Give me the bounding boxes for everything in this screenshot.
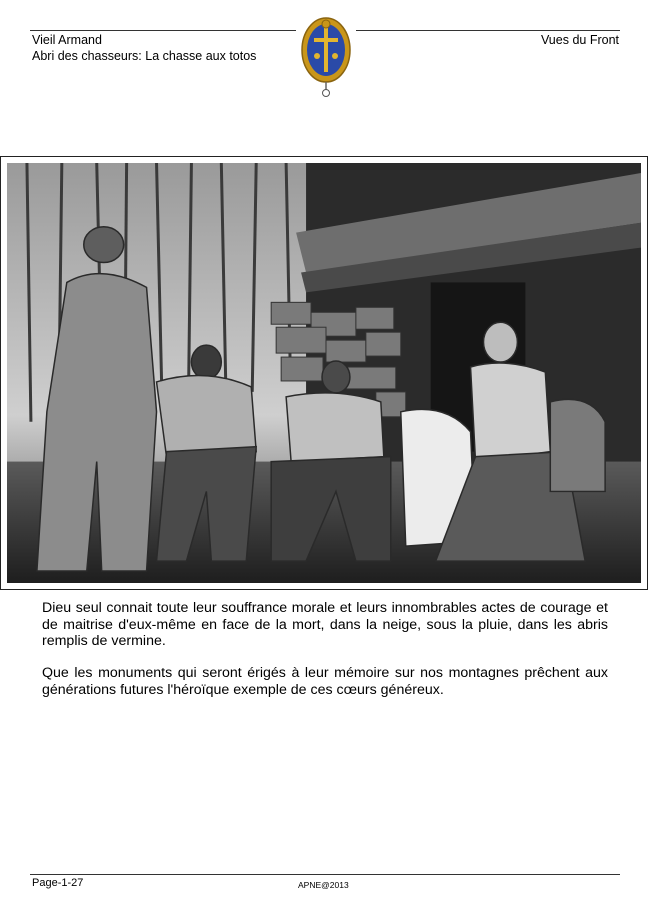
- footer-credit: APNE@2013: [298, 880, 349, 890]
- body-paragraph-2: Que les monuments qui seront érigés à leur mémoire sur nos montagnes prêchent aux générations futures l'héroïque exemple de ces cœurs généreux.: [42, 665, 608, 698]
- footer-rule: [30, 874, 620, 875]
- header-place: Vieil Armand: [32, 33, 102, 47]
- body-paragraph-1: Dieu seul connait toute leur souffrance morale et leurs innombrables actes de courage et de maitrise d'eux-même en face de la mort, dans la neige, sous la pluie, dans les abris remplis de vermine.: [42, 600, 608, 649]
- photograph-soldiers-at-dugout: [7, 163, 641, 583]
- header-subtitle: Abri des chasseurs: La chasse aux totos: [32, 49, 257, 63]
- header-series: Vues du Front: [540, 33, 619, 47]
- header-rule-right: [356, 30, 620, 31]
- heraldic-crest-icon: [300, 16, 352, 98]
- footer-page-number: Page-1-27: [32, 877, 84, 889]
- photograph-frame: [0, 156, 648, 590]
- header-rule-left: [30, 30, 296, 31]
